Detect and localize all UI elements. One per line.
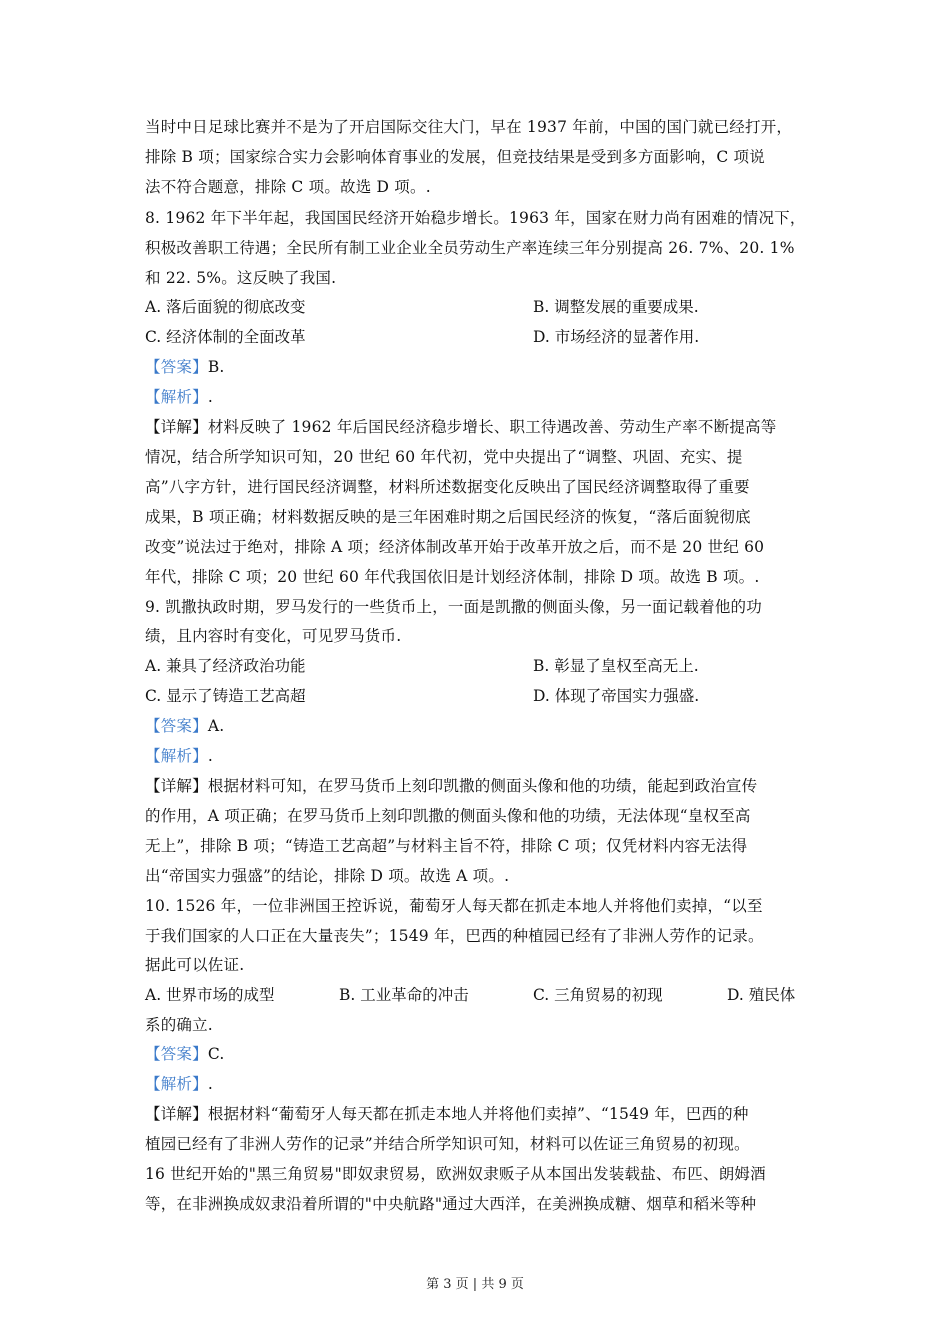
answer-label: 【答案】 [145,717,208,735]
text-line: 16 世纪开始的"黑三角贸易"即奴隶贸易，欧洲奴隶贩子从本国出发装载盐、布匹、朗姆酒 [145,1165,766,1183]
question-10-option-b: B. 工业革命的冲击 [339,986,469,1004]
answer-value: C. [207,1045,225,1063]
answer-label: 【答案】 [145,1045,208,1063]
question-10-analysis [145,1074,213,1094]
question-9-option-c: C. 显示了铸造工艺高超 [145,687,306,705]
question-8-option-d: D. 市场经济的显著作用. [533,328,700,346]
question-9-detail [145,776,757,796]
text-line: 的作用，A 项正确；在罗马货币上刻印凯撒的侧面头像和他的功绩，无法体现“皇权至高 [145,807,751,825]
question-10-option-d-cont: 系的确立. [145,1016,213,1034]
question-9-analysis [145,746,213,766]
question-8-answer [145,357,225,377]
analysis-label: 【解析】 [145,747,208,765]
question-9-stem: 绩，且内容时有变化，可见罗马货币. [145,627,402,645]
question-8-stem: 积极改善职工待遇；全民所有制工业企业全员劳动生产率连续三年分别提高 26. 7%、20. 1% [145,239,795,257]
answer-label: 【答案】 [145,358,208,376]
text-line: 植园已经有了非洲人劳作的记录”并结合所学知识可知，材料可以佐证三角贸易的初现。 [145,1135,750,1153]
question-8-analysis [145,387,213,407]
question-10-option-d: D. 殖民体 [727,986,796,1004]
question-8-option-b: B. 调整发展的重要成果. [533,298,699,316]
analysis-label: 【解析】 [145,1075,208,1093]
detail-text: 材料反映了 1962 年后国民经济稳步增长、职工待遇改善、劳动生产率不断提高等 [207,418,777,436]
question-9-option-b: B. 彰显了皇权至高无上. [533,657,699,675]
question-10-stem: 据此可以佐证. [145,956,245,974]
question-10-option-c: C. 三角贸易的初现 [533,986,663,1004]
text-line: 无上”，排除 B 项；“铸造工艺高超”与材料主旨不符，排除 C 项；仅凭材料内容无法得 [145,837,748,855]
detail-label: 【详解】 [145,777,208,795]
text-line: 高”八字方针，进行国民经济调整，材料所述数据变化反映出了国民经济调整取得了重要 [145,478,750,496]
question-9-option-d: D. 体现了帝国实力强盛. [533,687,700,705]
page-footer: 第 3 页 | 共 9 页 [426,1277,524,1292]
question-10-detail [145,1104,749,1124]
question-10-stem: 10. 1526 年，一位非洲国王控诉说，葡萄牙人每天都在抓走本地人并将他们卖掉，“以至 [145,897,763,915]
answer-value: A. [207,717,225,735]
text-line: 等，在非洲换成奴隶沿着所谓的"中央航路"通过大西洋，在美洲换成糖、烟草和稻米等种 [145,1195,757,1213]
detail-text: 根据材料“葡萄牙人每天都在抓走本地人并将他们卖掉”、“1549 年，巴西的种 [207,1105,749,1123]
text-line: 年代，排除 C 项；20 世纪 60 年代我国依旧是计划经济体制，排除 D 项。故选 B 项。. [145,568,760,586]
text-line: 当时中日足球比赛并不是为了开启国际交往大门，早在 1937 年前，中国的国门就已经打开， [145,118,793,136]
analysis-value: . [207,388,213,406]
detail-label: 【详解】 [145,1105,208,1123]
question-9-option-a: A. 兼具了经济政治功能 [145,657,306,675]
question-9-answer [145,716,224,736]
answer-value: B. [207,358,225,376]
question-8-option-c: C. 经济体制的全面改革 [145,328,306,346]
text-line: 排除 B 项；国家综合实力会影响体育事业的发展，但竞技结果是受到多方面影响，C 项说 [145,148,765,166]
question-8-detail [145,417,776,437]
analysis-label: 【解析】 [145,388,208,406]
question-8-stem: 8. 1962 年下半年起，我国国民经济开始稳步增长。1963 年，国家在财力尚有困难的情况下， [145,209,806,227]
question-10-stem: 于我们国家的人口正在大量丧失”；1549 年，巴西的种植园已经有了非洲人劳作的记录。 [145,927,764,945]
question-10-answer [145,1044,224,1064]
question-8-stem: 和 22. 5%。这反映了我国. [145,269,337,287]
question-10-option-a: A. 世界市场的成型 [145,986,275,1004]
text-line: 法不符合题意，排除 C 项。故选 D 项。. [145,178,431,196]
question-8-option-a: A. 落后面貌的彻底改变 [145,298,306,316]
analysis-value: . [207,1075,213,1093]
text-line: 出“帝国实力强盛”的结论，排除 D 项。故选 A 项。. [145,867,510,885]
detail-label: 【详解】 [145,418,208,436]
analysis-value: . [207,747,213,765]
question-9-stem: 9. 凯撒执政时期，罗马发行的一些货币上，一面是凯撒的侧面头像，另一面记载着他的功 [145,598,762,616]
text-line: 改变”说法过于绝对，排除 A 项；经济体制改革开始于改革开放之后，而不是 20 世纪 60 [145,538,765,556]
text-line: 成果，B 项正确；材料数据反映的是三年困难时期之后国民经济的恢复，“落后面貌彻底 [145,508,751,526]
text-line: 情况，结合所学知识可知，20 世纪 60 年代初，党中央提出了“调整、巩固、充实、提 [145,448,743,466]
detail-text: 根据材料可知，在罗马货币上刻印凯撒的侧面头像和他的功绩，能起到政治宣传 [207,777,758,795]
